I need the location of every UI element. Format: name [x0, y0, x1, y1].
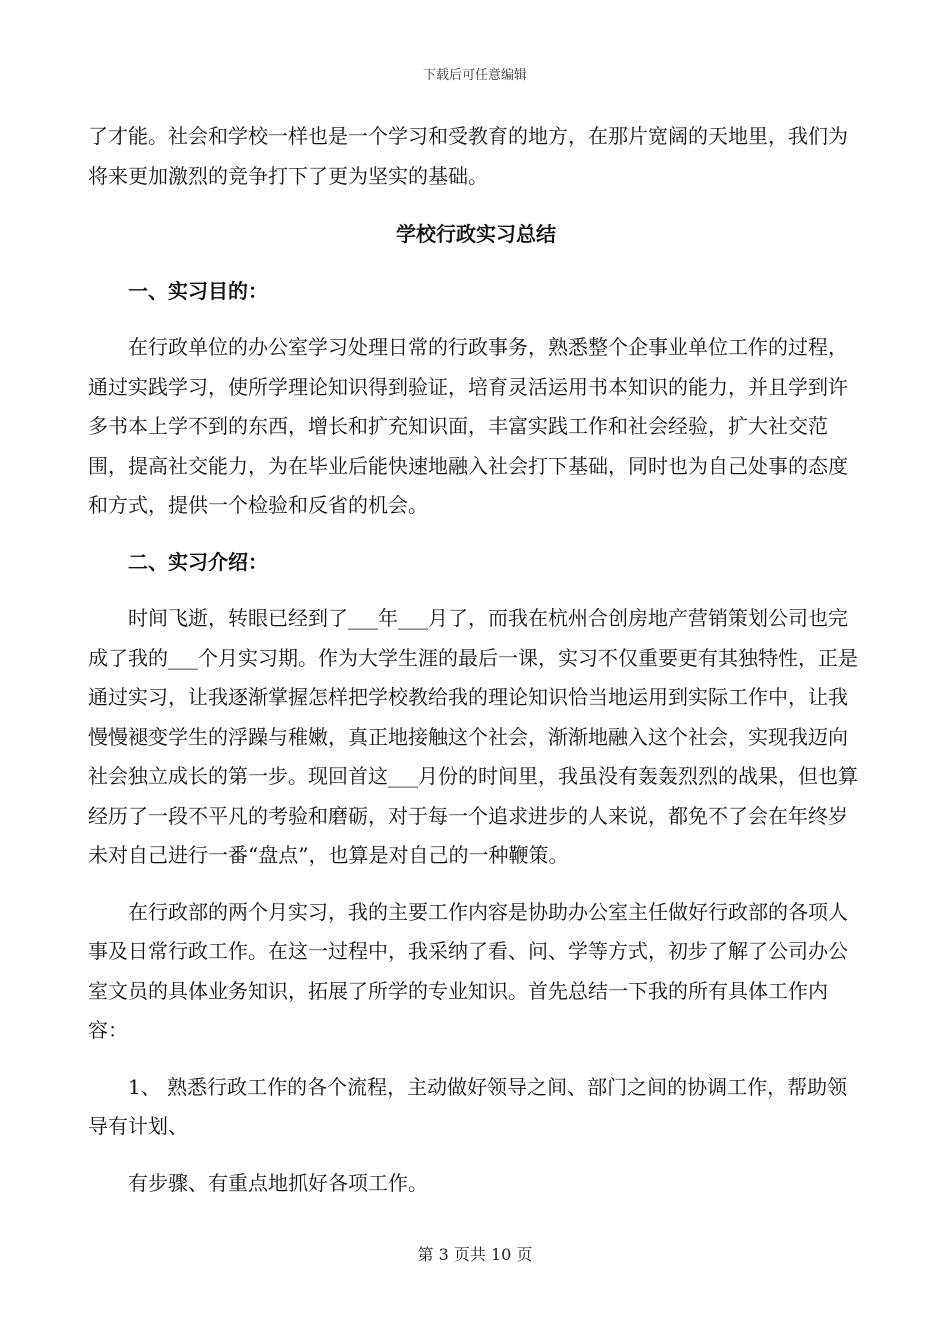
paragraph-work: 在行政部的两个月实习，我的主要工作内容是协助办公室主任做好行政部的各项人事及日常行政工作。在这一过程中，我采纳了看、问、学等方式，初步了解了公司办公室文员的具体业务知识，拓展了所学的专业知识。首先总结一下我的所有具体工作内容： — [88, 899, 848, 1042]
document-title: 学校行政实习总结 — [396, 222, 556, 246]
paragraph-intro: 时间飞逝，转眼已经到了___年___月了，而我在杭州合创房地产营销策划公司也完成了我的___个月实习期。作为大学生涯的最后一课，实习不仅重要更有其独特性，正是通过实习，让我逐渐掌握怎样把学校教给我的理论知识恰当地运用到实际工作中，让我慢慢褪变学生的浮躁与稚嫩，真正地接触这个社会，渐渐地融入这个社会，实现我迈向社会独立成长的第一步。现回首这___月份的时间里，我虽没有轰轰烈烈的战果，但也算经历了一段不平凡的考验和磨砺，对于每一个追求进步的人来说，都免不了会在年终岁未对自己进行一番“盘点”，也算是对自己的一种鞭策。 — [88, 606, 858, 867]
document-body — [88, 117, 864, 1203]
paragraph-continued: 了才能。社会和学校一样也是一个学习和受教育的地方，在那片宽阔的天地里，我们为将来更加激烈的竞争打下了更为坚实的基础。 — [88, 124, 848, 188]
list-item-1: 1、 熟悉行政工作的各个流程，主动做好领导之间、部门之间的协调工作，帮助领导有计划、 — [88, 1074, 848, 1138]
section-heading-purpose: 一、实习目的： — [128, 278, 268, 303]
list-item-1-continued: 有步骤、有重点地抓好各项工作。 — [128, 1170, 428, 1195]
page-footer: 第 3 页共 10 页 — [417, 1245, 533, 1264]
paragraph-purpose: 在行政单位的办公室学习处理日常的行政事务，熟悉整个企事业单位工作的过程，通过实践学习，使所学理论知识得到验证，培育灵活运用书本知识的能力，并且学到许多书本上学不到的东西，增长和扩充知识面，丰富实践工作和社会经验，扩大社交范围，提高社交能力，为在毕业后能快速地融入社会打下基础，同时也为自己处事的态度和方式，提供一个检验和反省的机会。 — [88, 335, 848, 517]
page-header: 下载后可任意编辑 — [422, 68, 527, 83]
section-heading-intro: 二、实习介绍： — [128, 549, 268, 574]
